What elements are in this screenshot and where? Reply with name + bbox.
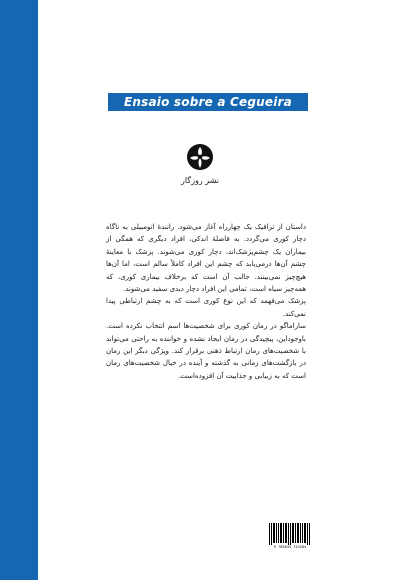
book-title: Ensaio sobre a Cegueira <box>124 95 292 109</box>
isbn-number: 9 789643 743284 <box>273 545 307 549</box>
blue-spine-stripe <box>0 0 38 580</box>
publisher-name: نشر روزگار <box>180 176 220 185</box>
title-banner <box>108 93 308 111</box>
blurb-paragraph: ساراماگو در رمان کوری برای شخصیت‌ها اسم انتخاب نکرده است. باوجوداین، پیچیدگی در رمان ایجاد نشده و خواننده به راحتی می‌تواند با شخصیت‌های رمان ارتباط ذهنی برقرار کند. ویژگی دیگر این رمان در بازگشت‌های زمانی به گذشته و آینده در خیال شخصیت‌های رمان است که به زیبایی و جذابیت آن افزوده‌است. <box>106 322 306 380</box>
blurb-paragraph: داستان از ترافیک یک چهارراه آغاز می‌شود. رانندهٔ اتومبیلی به ناگاه دچار کوری می‌گردد. به فاصلهٔ اندکی، افراد دیگری که همگی از بیماران یک چشم‌پزشک‌اند، دچار کوری می‌شوند. پزشک با معاینهٔ چشم آن‌ها درمی‌یابد که چشم این افراد کاملاً سالم است، اما آن‌ها هیچ‌چیز نمی‌بینند. جالب آن است که برخلاف بیماری کوری، که همه‌چیز سیاه است، تمامی این افراد دچار دیدی سفید می‌شوند. <box>106 223 306 294</box>
publisher-logo <box>185 142 215 172</box>
blurb-text <box>106 221 306 382</box>
blurb-paragraph: پزشک می‌فهمد که این نوع کوری است که به چشم ارتباطی پیدا نمی‌کند. <box>106 297 306 318</box>
isbn-barcode <box>269 523 311 545</box>
